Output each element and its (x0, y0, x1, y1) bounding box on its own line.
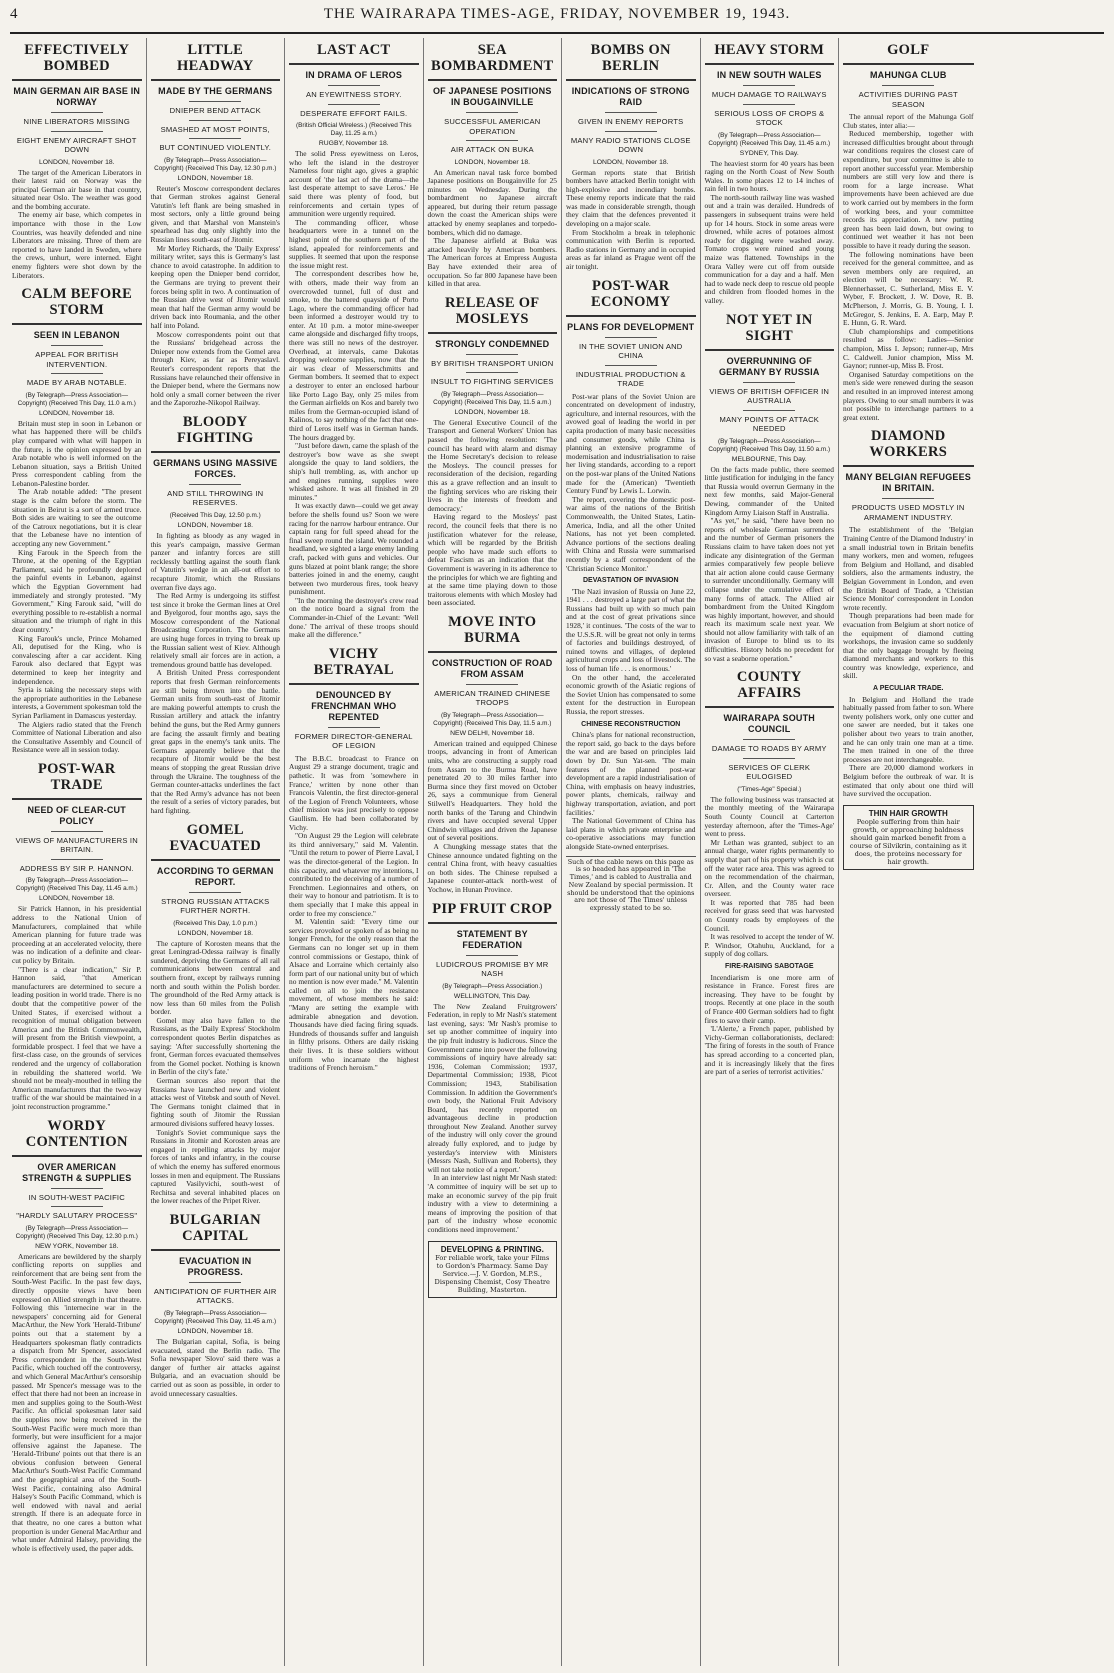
column-3 (285, 38, 424, 1666)
subheadline: MANY RADIO STATIONS CLOSE DOWN (570, 135, 691, 154)
ad-title: DEVELOPING & PRINTING. (440, 1244, 544, 1254)
dateline: LONDON, November 18. (177, 929, 254, 937)
headline: BLOODY FIGHTING (176, 413, 254, 446)
article-body (151, 185, 281, 408)
headline-rule (12, 323, 142, 325)
subheadline: BY BRITISH TRANSPORT UNION (431, 358, 554, 368)
article-body (428, 740, 558, 895)
dateline: WELLINGTON, This Day. (453, 992, 531, 1000)
subheadline: EVACUATION IN PROGRESS. (179, 1255, 252, 1277)
paragraph: On the facts made public, there seemed little justification for indulging in the fancy that Russia would overrun Germany in the next few months, said Major-General Dewing, commander of the United Kingdom Army Liaison Staff in Australia. (704, 464, 834, 517)
deck-rule (189, 484, 241, 485)
subheadline: ANTICIPATION OF FURTHER AIR ATTACKS. (153, 1286, 277, 1306)
wire-credit: ("Times-Age" Special.) (737, 785, 802, 793)
paragraph: A British United Press correspondent reports that fresh German reinforcements are still being thrown into the battle. German units from south-east of Jitomir are making powerful attempts to crush the Russian artillery and attack the infantry behind the guns, but the Red Army gunners are facing the assault firmly and beating great gaps in the enemy's tank units. The Germans apparently believe that the recapture of Jitomir would be the best means of stopping the great Russian drive through the Ukraine. The toughness of the German counter-attacks underlines the fact that the Red Army's advance has not been the result of a series of victory parades, but hard fighting. (150, 668, 280, 815)
article-body (12, 420, 142, 755)
deck-rule (466, 140, 518, 141)
deck-rule (328, 85, 380, 86)
headline: VICHY BETRAYAL (313, 645, 394, 678)
subheadline: NINE LIBERATORS MISSING (23, 117, 130, 126)
page-number: 4 (10, 6, 18, 22)
headline-rule (428, 651, 558, 653)
headline-rule (705, 349, 835, 351)
article-body (428, 1003, 558, 1235)
deck-rule (189, 892, 241, 893)
section-heading: CHINESE RECONSTRUCTION (581, 720, 681, 728)
paragraph: It was resolved to accept the tender of W. P. Windsor, Otahuhu, Auckland, for a supply of dog collars. (704, 932, 834, 959)
paragraph: American trained and equipped Chinese troops, advancing in front of American units, who are constructing a supply road from Assam to the Burma Road, have penetrated 20 to 30 miles farther into Burma since they first moved on October 26, says a communique from General Stilwell's Headquarters. They hold the north banks of the Tarung and Chindwin rivers and have occupied several Upper Chindwin villages and driven the Japanese out of several positions. (427, 738, 557, 843)
deck-rule (51, 1188, 103, 1189)
subheadline: MUCH DAMAGE TO RAILWAYS (711, 90, 827, 99)
paragraph: Having regard to the Mosleys' past record, the council feels that there is no justification whatever for the release, which will be regarded by the British people who have made such efforts to defeat Fascism as an indication that the Government is wavering in its adherence to the principles for which we are fighting and at the same time playing down to those traitorous elements with which Mosley had been associated. (427, 512, 557, 608)
deck-rule (743, 739, 795, 740)
deck-rule (51, 373, 103, 374)
wire-credit: (By Telegraph—Press Association—Copyright) (Received This Day, 11.50 a.m.) (708, 437, 831, 453)
wire-credit: (By Telegraph—Press Association—Copyright) (Received This Day, 11.45 a.m.) (15, 877, 138, 893)
section-heading: DEVASTATION OF INVASION (582, 577, 679, 585)
subheadline: BUT CONTINUED VIOLENTLY. (159, 143, 272, 152)
wire-credit: (By Telegraph—Press Association—Copyright) (Received This Day, 12.30 p.m.) (154, 156, 277, 172)
paragraph: Reuter's Moscow correspondent declares that German strokes against General Vatutin's left flank are being smashed in most sectors, only a little ground being given, and that Marshal von Manstein's spearhead has dug only slightly into the Russian lines south-east of Jitomir. (150, 183, 280, 245)
paragraph: The establishment of the 'Belgian Training Centre of the Diamond Industry' in a small industrial town in Britain benefits many workers, men and women, refugees from Belgium and Holland, and disabled soldiers, also the armaments industry, the Belgian Government in London, and even the British Board of Trade, a 'Christian Science Monitor' correspondent in London wrote recently. (843, 525, 974, 612)
article-body (428, 419, 558, 608)
subheadline: INDICATIONS OF STRONG RAID (571, 86, 690, 107)
article (705, 42, 835, 306)
subheadline: MAHUNGA CLUB (869, 70, 947, 80)
headline-rule (843, 465, 974, 467)
subheadline: STRONGLY CONDEMNED (435, 338, 550, 349)
paragraph: The National Government of China has laid plans in which private enterprise and co-operative associations may function alongside State-owned enterprises. (566, 816, 696, 851)
deck-rule (51, 831, 103, 832)
article-body (12, 905, 142, 1111)
subheadline: GERMANS USING MASSIVE FORCES. (153, 457, 278, 479)
article (428, 295, 558, 608)
paragraph: The New Zealand Fruitgrowers' Federation, in reply to Mr Nash's statement last evening, says: 'Mr Nash's promise to set up another committee of inquiry into the pip fruit industry is ludicrous. Since the Government came into power the following commissions of inquiry have already sat: 1936, Coleman Commission; 1937, Departmental Commission; 1938, Picot Commission; 1943, Stabilisation Commission. In addition the Government's own body, the National Fruit Advisory Board, has recently reported on advantageous decline in production throughout New Zealand. Another survey of the industry will only cover the ground already fully explored, and to judge by yesterday's interview with Ministers (Messrs Nash, Sullivan and Roberts), they will not take notice of a report.' (427, 1001, 558, 1174)
subheadline: APPEAL FOR BRITISH INTERVENTION. (35, 350, 119, 369)
newspaper-title: THE WAIRARAPA TIMES-AGE, FRIDAY, NOVEMBER 19, 1943. (323, 6, 791, 22)
article-body (12, 1253, 142, 1554)
paragraph: King Farouk's uncle, Prince Mohamed Ali, deputised for the King, who is convalescing after a car accident. King Farouk also declared that Egypt was determined to keep her integrity and independence. (12, 633, 142, 686)
paragraph: The target of the American Liberators in their latest raid on Norway was the principal German air base in that country, situated near Oslo. The weather was good and the bombing accurate. (12, 167, 142, 211)
article-body (151, 532, 281, 816)
subheadline: MANY POINTS OF ATTACK NEEDED (719, 414, 820, 434)
subheadline: SEEN IN LEBANON (33, 330, 120, 341)
headline: RELEASE OF MOSLEYS (445, 294, 540, 327)
article-body (289, 150, 419, 640)
subheadline: OF JAPANESE POSITIONS IN BOUGAINVILLE (432, 86, 552, 107)
wire-credit: (By Telegraph—Press Association.) (442, 982, 543, 990)
subheadline: STATEMENT BY FEDERATION (456, 928, 528, 950)
headline-rule (428, 332, 558, 334)
headline: POST-WAR TRADE (37, 760, 116, 793)
subheadline: PRODUCTS USED MOSTLY IN ARMAMENT INDUSTRY. (851, 503, 965, 522)
deck-rule (51, 345, 103, 346)
deck-rule (882, 498, 934, 499)
subheadline: AMERICAN TRAINED CHINESE TROOPS (434, 688, 551, 708)
paragraph: Britain must step in soon in Lebanon or what has happened there will be child's play compared with what will happen in the future, is the opinion expressed by an Arab notable who is well informed on the Lebanon situation, says a British United Press correspondent cabling from the Lebanon-Palestine border. (12, 418, 142, 488)
subheadline: INDUSTRIAL PRODUCTION & TRADE (575, 369, 686, 389)
headline: WORDY CONTENTION (25, 1117, 128, 1150)
paragraph: Though preparations had been made for evacuation from Belgium at short notice of the equipment of diamond cutting workshops, the invasion came so suddenly that the only baggage brought by fleeing diamond merchants and workers to this country was knowledge, experience, and skill. (843, 611, 974, 681)
deck-rule (466, 372, 518, 373)
paragraph: King Farouk in the Speech from the Throne, at the opening of the Egyptian Parliament, said he profoundly deplored the painful events in Lebanon, against which the Egyptian Government had immediately and strongly protested. "My Government," King Farouk said, "will do everything possible to re-establish a normal situation and the triumph of right in this dear country." (12, 547, 142, 634)
column-7 (839, 38, 978, 1666)
deck-rule (328, 727, 380, 728)
headline: GOMEL EVACUATED (169, 821, 262, 854)
headline-rule (151, 79, 281, 81)
wire-credit: (British Official Wireless.) (Received This Day, 11.25 a.m.) (295, 122, 412, 137)
dateline: LONDON, November 18. (177, 174, 254, 182)
paragraph: M. Valentin said: "Every time our services provoked or spoken of as being no longer French, for the only reason that the Germans can no longer set up in them control commissions or Gestapo, think of Alsace and Lorraine which certainly also form part of our national unity but of which no mention is now ever made." M. Valentin called on all to join the resistance movement, of whose members he said: "Many are setting the example with admirable abnegation and devotion. Thousands have died facing firing squads. Hundreds of thousands suffer and languish in filthy prisons. Others are daily risking their lives. It is these soldiers without uniform who incarnate the highest traditions of French heroism." (289, 917, 419, 1073)
dateline: MELBOURNE, This Day. (731, 455, 807, 463)
subheadline: SERVICES OF CLERK EULOGISED (728, 762, 811, 782)
paragraph: The Arab notable added: "The present stage is the calm before the storm. The situation in Beirut is a sort of armed truce. Both sides are waiting to see the outcome of the Catroux negotiations, but it is clear that the Lebanese have no intention of accepting any new Government." (12, 487, 142, 549)
headline: PIP FRUIT CROP (432, 900, 553, 917)
paragraph: There are 20,000 diamond workers in Belgium before the outbreak of war. It is estimated that only about one third will have survived the occupation. (843, 763, 974, 799)
deck-rule (189, 120, 241, 121)
paragraph: "In the morning the destroyer's crew read on the notice board a signal from the Commander-in-Chief of the Levant: 'Well done.' The arrival of these troops should make all the difference." (289, 595, 419, 640)
headline-rule (289, 683, 419, 685)
paragraph: "On August 29 the Legion will celebrate its third anniversary," said M. Valentin. "Until the return to power of Pierre Laval, I was the director-general of the Legion. In this capacity, and whatever my intentions, I contributed to the deceiving of a number of Frenchmen. Legionnaires and others, on their way to honour and patriotism. It is to them specially that I make this appeal in order to free my conscience." (289, 831, 419, 918)
subheadline: LUDICROUS PROMISE BY MR NASH (436, 959, 549, 979)
deck-rule (189, 101, 241, 102)
subheadline: CONSTRUCTION OF ROAD FROM ASSAM (432, 657, 553, 679)
headline-rule (705, 63, 835, 65)
paragraph: "There is a clear indication," Sir P. Hannon said, "that American manufacturers are determined to secure a leading position in world trade. There is no doubt that the competitive power of the United States, if exercised without a recognition of mutual obligation between America and the British Commonwealth, will present from the British viewpoint, a formidable prospect. I feel that we have a first-class case, on the grounds of services rendered and the urgency of collaboration in rebuilding the shattered world. We should not be mealy-mouthed in telling the American manufacturers that the two-way traffic of the war should be maintained in a joint reconstruction programme." (12, 964, 142, 1112)
paragraph: Moscow correspondents point out that the Russians' bridgehead across the Dnieper now extends from the Gomel area through Kiev, as far as Pereyaslavl. Reuter's correspondent reports that the Russians have relaunched their offensive in the Dnieper bend, where the Germans now hold only a small corner between the river and the Zaporozhe-Nikopol Railway. (150, 329, 280, 408)
deck-rule (743, 85, 795, 86)
paragraph: Gomel may also have fallen to the Russians, as the 'Daily Express' Stockholm correspondent quotes Berlin dispatches as saying: 'After successfully shortening the front, German forces evacuated themselves from the Gomel pocket. Nothing is known in Berlin of the city's fate.' (150, 1015, 280, 1077)
subheadline: GIVEN IN ENEMY REPORTS (578, 117, 684, 126)
headline: LITTLE HEADWAY (177, 42, 254, 74)
deck-rule (743, 758, 795, 759)
deck-rule (466, 112, 518, 113)
article (151, 42, 281, 408)
subheadline: AIR ATTACK ON BUKA (450, 145, 534, 154)
paragraph: Reduced membership, together with increased difficulties brought about through war conditions requires the closest care of expenditure, but your committee is able to report another successful year. Membership numbers are still very low and there is room for a large increase. What improvements have been achieved are due to work carried out by members in the form of working bees, and your committee records its appreciation. A new putting green has been laid down, but owing to continued wet weather it has not been possible to have it ready during the season. (843, 129, 974, 250)
headline: EFFECTIVELY BOMBED (24, 42, 130, 74)
column-5 (562, 38, 701, 1666)
deck-rule (605, 365, 657, 366)
paragraph: The General Executive Council of the Transport and General Workers' Union has passed the following resolution: 'The council has heard with alarm and dismay the Home Secretary's decision to release the Mosleys. The council presses for reconsideration of the decision, regarding this as a grave reflection and an insult to the fighting services who are risking their lives in the interests of freedom and democracy.' (427, 417, 557, 513)
headline: SEA BOMBARDMENT (430, 42, 554, 74)
dateline: NEW YORK, November 18. (35, 1242, 119, 1250)
wire-credit: (By Telegraph—Press Association—Copyright) (Received This Day, 11.45 a.m.) (154, 1309, 277, 1325)
dateline: RUGBY, November 18. (318, 140, 389, 147)
subheadline: IN DRAMA OF LEROS (305, 70, 403, 80)
paragraph: The solid Press eyewitness on Leros, who left the island in the destroyer Nameless four night ago, gives a graphic account of 'the last act of the drama—the last desperate attempt to save Leros.' He said there was plenty of food, but reinforcements and certain types of ammunition were urgently required. (289, 149, 419, 219)
advertisement (843, 805, 974, 870)
deck-rule (51, 1206, 103, 1207)
article (151, 1212, 281, 1398)
headline-rule (566, 79, 696, 81)
deck-rule (743, 382, 795, 383)
headline: GOLF (887, 42, 930, 58)
article-body (12, 169, 142, 281)
paragraph: On the other hand, the accelerated economic growth of the Asiatic regions of the Soviet Union has compensated to some extent for the destruction in European Russia, the report stresses. (566, 672, 696, 716)
subheadline: FORMER DIRECTOR-GENERAL OF LEGION (294, 731, 413, 751)
deck-rule (743, 104, 795, 105)
paragraph: Club championships and competitions resulted as follow: Ladies—Senior champion, Miss I. Jepson; runner-up, Mrs C. Caldwell. Junior champion, Miss M. Gaynor; runner-up, Miss B. Frost. (843, 326, 974, 371)
subheadline: OVERRUNNING OF GERMANY BY RUSSIA (718, 355, 820, 377)
paragraph: The commanding officer, whose headquarters were in a tunnel on the highest point of the southern part of the island, appealed for reinforcements and supplies. It seemed that upon the response the issue might rest. (289, 217, 419, 270)
article-body (705, 160, 835, 306)
subheadline: "HARDLY SALUTARY PROCESS" (16, 1211, 138, 1221)
wire-credit: (Received This Day, 12.50 p.m.) (169, 511, 261, 519)
subheadline: DESPERATE EFFORT FAILS. (300, 108, 408, 118)
paragraph: Mr Morley Richards, the 'Daily Express' military writer, says this is Germany's last chance to avoid catastrophe. In addition to keeping open the Dnieper bend corridor, the Germans are trying to prevent their forces being split in two. A continuation of the Russian drive west of Jitomir would mean that half the German army would be driven back into Roumania, and the other half into Poland. (150, 243, 280, 330)
wire-credit: (By Telegraph—Press Association—Copyright) (Received This Day, 12.30 p.m.) (15, 1224, 138, 1240)
ad-body: People suffering from thin hair growth, or approaching baldness should gain marked benefit from a course of Silvikrin, containing as it does, the proteins necessary for hair growth. (849, 817, 967, 866)
subheadline: SERIOUS LOSS OF CROPS & STOCK (714, 108, 825, 127)
article-body (151, 940, 281, 1206)
headline-rule (151, 1249, 281, 1251)
deck-rule (51, 859, 103, 860)
subheadline: MADE BY THE GERMANS (158, 86, 273, 96)
wire-credit: (By Telegraph—Press Association—Copyright) (Received This Day, 11.0 a.m.) (17, 391, 136, 407)
paragraph: The capture of Korosten means that the great Leningrad-Odessa railway is finally sundered, depriving the Germans of all rail communications between central and southern front, except by railways running north and south within the Polish border. The groundhold of the Red Army attack is now less than 60 miles from the Polish border. (150, 938, 280, 1017)
headline-rule (289, 63, 419, 65)
paragraph: "As yet," he said, "there have been no reports of wholesale German surrenders and the number of German prisoners the Russians claim to have taken does not yet indicate any disintegration of the German armies comparatively few people believe that air action alone could cause Germany to surrender unconditionally. Germany will collapse under the cumulative effect of many forms of attack. The Allied air bombardment from the United Kingdom was highly important, however, and should reach its maximum scale next year. We should not allow familiarity with talk of an invasion of Europe to blind us to its difficulties. History holds no precedent for so vast a seaborne operation." (704, 516, 834, 663)
dateline: NEW DELHI, November 18. (450, 729, 535, 737)
paragraph: Syria is taking the necessary steps with the appropriate authorities in the Lebanese interests, a Government spokesman told the Syrian Parliament in Damascus yesterday. (12, 685, 142, 720)
article (289, 42, 419, 640)
deck-rule (51, 112, 103, 113)
deck-rule (466, 684, 518, 685)
column-2 (147, 38, 286, 1666)
headline: NOT YET IN SIGHT (725, 311, 813, 344)
article-body (151, 1338, 281, 1398)
dateline: LONDON, November 18. (38, 409, 115, 417)
article (428, 42, 558, 289)
article (428, 614, 558, 895)
subheadline: AN EYEWITNESS STORY. (305, 90, 402, 99)
subheadline: AND STILL THROWING IN RESERVES. (167, 488, 264, 508)
paragraph: The correspondent describes how he, with others, made their way from an overcrowded tunnel, full of dust and smoke, to the battered quayside of Porto Lago, where the commanding officer had been informed a destroyer would try to enter. At 10 p.m. a motor mine-sweeper came alongside and discharged fifty troops, there was still no news of the destroyer. Overhead, at intervals, came Dakotas dropping welcome supplies, now that the air was clear of Messerschmitts and German bombers. It seemed that to expect a destroyer to enter an enclosed harbour like Porto Lago Bay, only 25 miles from the German airfields on Kos and barely two miles from the German-occupied island of Kalinos, to say nothing of the fact that one-third of Leros itself was in German hands. The hours dragged by. (289, 269, 419, 442)
subheadline: ACCORDING TO GERMAN REPORT. (156, 865, 274, 887)
subheadline: EIGHT ENEMY AIRCRAFT SHOT DOWN (16, 135, 137, 154)
headline: MOVE INTO BURMA (448, 613, 537, 646)
dateline: LONDON, November 18. (177, 1327, 254, 1335)
deck-rule (743, 410, 795, 411)
subheadline: MAIN GERMAN AIR BASE IN NORWAY (13, 86, 141, 107)
subheadline: DAMAGE TO ROADS BY ARMY (711, 744, 827, 754)
article (843, 42, 974, 422)
paragraph: In Belgium and Holland the trade habitually passed from father to son. Where twenty polishers work, only one cutter and one sawer are needed, but it takes one polisher about two years to train another, and he can only train one man at a time. The men trained in one of the three processes are not interchangeable. (843, 694, 974, 764)
paragraph: The Bulgarian capital, Sofia, is being evacuated, stated the Berlin radio. The Sofia newspaper 'Slovo' said there was a danger of further air attacks against Bulgaria, and an evacuation should be carried out as soon as possible, in order to avoid unnecessary casualties. (150, 1336, 280, 1398)
article (12, 286, 142, 755)
paragraph: It was exactly dawn—could we get away before the shells found us? Soon we were racing for the narrow harbour entrance. Our captain rang for full speed ahead for the final sweep round the island. We rounded a headland, we sighted a large enemy landing craft, packed with guns and vehicles. Our guns blazed at point blank range; the shore batteries joined in and the enemy, caught between two murderous fires, took heavy punishment. (289, 501, 419, 597)
columns-container (8, 38, 1106, 1666)
deck-rule (189, 138, 241, 139)
headline: POST-WAR ECONOMY (591, 277, 671, 310)
headline: CALM BEFORE STORM (21, 286, 133, 319)
article-body (289, 755, 419, 1073)
article-body (705, 466, 835, 664)
subheadline: NEED OF CLEAR-CUT POLICY (27, 804, 126, 826)
article (566, 278, 696, 913)
wire-credit: (Received This Day, 1.0 p.m.) (173, 919, 258, 927)
ad-title: THIN HAIR GROWTH (868, 808, 948, 818)
cable-footnote: Such of the cable news on this page as is so headed has appeared in 'The Times,' and is cabled to Australia and New Zealand by special permission. It should be understood that the opinions are not those of 'The Times' unless expressly stated to be so. (567, 857, 695, 913)
headline-rule (12, 1155, 142, 1157)
article-body (705, 796, 835, 1077)
dateline: LONDON, November 18. (38, 895, 115, 903)
article-body (843, 113, 974, 422)
paragraph: The B.B.C. broadcast to France on August 29 a strange document, tragic and pathetic. It was from 'somewhere in France,' written by none other than Francois Valentin, the first director-general of the Legion of French Volunteers, whose chief mission was just precisely to oppose Gaullism. He had been collaborated by Vichy. (289, 753, 419, 832)
paragraph: In an interview last night Mr Nash stated: 'A committee of inquiry will be set up to make an economic survey of the pip fruit industry with a view to determining a means of improving the position of that part of the industry whose economic conditions need improvement.' (427, 1173, 557, 1234)
subheadline: STRONG RUSSIAN ATTACKS FURTHER NORTH. (161, 896, 270, 916)
subheadline: DENOUNCED BY FRENCHMAN WHO REPENTED (311, 689, 397, 722)
headline-rule (151, 859, 281, 861)
paragraph: In fighting as bloody as any waged in this year's campaign, massive German panzer and infantry forces are still recklessly battling against the south flank of Vatutin's wedge in an all-out effort to recapture Jitomir, which the Russians overran five days ago. (150, 530, 280, 592)
paragraph: Sir Patrick Hannon, in his presidential address to the National Union of Manufacturers, complained that while American planning for future trade was proceeding at an accelerated velocity, there was no indication of a definite and clear-cut policy by Britain. (12, 904, 142, 965)
paragraph: Organised Saturday competitions on the men's side were renewed during the season and resulted in an improved interest among players. Owing to our small numbers it was not possible to interchange partners to a great extent. (843, 369, 974, 422)
headline-rule (428, 922, 558, 924)
headline-rule (566, 315, 696, 317)
headline: BOMBS ON BERLIN (590, 42, 671, 74)
paragraph: The heaviest storm for 40 years has been raging on the North Coast of New South Wales. In some places 12 to 14 inches of rain fell in two hours. (704, 158, 834, 194)
deck-rule (605, 131, 657, 132)
paragraph: Tonight's Soviet communique says the Russians in Jitomir and Korosten areas are engaged in repelling attacks by major forces of tanks and infantry, in the course of which the enemy has suffered enormous losses in men and equipment. The Russians captured Vasilyvichi, south-west of Rechitsa and several inhabited places on the lower reaches of the Pripet River. (150, 1127, 280, 1206)
deck-rule (189, 1282, 241, 1283)
paragraph: The following business was transacted at the monthly meeting of the Wairarapa South County Council at Carterton yesterday afternoon, after the 'Times-Age' went to press. (704, 794, 834, 839)
subheadline: WAIRARAPA SOUTH COUNCIL (723, 713, 815, 735)
section-heading: FIRE-RAISING SABOTAGE (724, 963, 814, 971)
article (12, 1118, 142, 1554)
subheadline: IN SOUTH-WEST PACIFIC (28, 1192, 125, 1202)
paragraph: German reports state that British bombers have attacked Berlin tonight with high-explosive and incendiary bombs. These enemy reports indicate that the raid was made in considerable strength, though they claim that the defences prevented it developing on a major scale. (566, 167, 696, 229)
dateline: LONDON, November 18. (454, 158, 531, 166)
paragraph: From Stockholm a break in telephonic communication with Berlin is reported. Radio stations in Germany and in occupied areas as far inland as Prague went off the air tonight. (566, 227, 696, 272)
article-body (566, 393, 696, 852)
article (12, 42, 142, 280)
deck-rule (51, 131, 103, 132)
deck-rule (328, 104, 380, 105)
headline-rule (151, 451, 281, 453)
paragraph: German sources also report that the Russians have launched new and violent attacks west of Vitebsk and south of Nevel. The Germans tonight claimed that in fighting south of Jitomir the Russian armoured divisions suffered heavy losses. (150, 1076, 280, 1128)
paragraph: The Red Army is undergoing its stiffest test since it broke the German lines at Orel and Byelgorod, four months ago, says the Moscow correspondent of the National Broadcasting Corporation. The Germans are using huge forces in trying to break up the Russian salient west of Kiev. Although relatively small air forces are in action, a tremendous ground battle has developed. (150, 591, 280, 669)
deck-rule (605, 337, 657, 338)
dateline: SYDNEY, This Day. (739, 149, 799, 157)
subheadline: OVER AMERICAN STRENGTH & SUPPLIES (22, 1161, 132, 1183)
headline-rule (12, 79, 142, 81)
paragraph: The enemy air base, which competes in importance with those in the Low Countries, was heavily defended and nine Liberators are missing. Three of them are reported to have landed in Sweden, where the crews, unhurt, were interned. Eight enemy fighters were shot down by the Liberators. (12, 210, 142, 280)
wire-credit: (By Telegraph—Press Association—Copyright) (Received This Day, 11.45 a.m.) (708, 131, 831, 147)
subheadline: SMASHED AT MOST POINTS, (160, 124, 270, 134)
dateline: LONDON, November 18. (177, 521, 254, 529)
paragraph: Incendiarism is one more arm of resistance in France. Forest fires are increasing. They have to be fought by troops. Recently at one place in the south of France 400 German soldiers had to fight fires to save their camp. (704, 972, 834, 1025)
subheadline: IN THE SOVIET UNION AND CHINA (579, 341, 683, 361)
deck-rule (466, 955, 518, 956)
paragraph: The following nominations have been received for the general committee, and as seven members only are required, an election will be necessary: W. R. Blennerhasset, C. Sutherland, Miss E. V. Wyber, F. Brockett, J. W. Dove, R. B. McPherson, J. Morris, G. B. Young, I. I. McGregor, S. Jenkins, E. A. Earp, May P. E. Hunn, G. R. Ward. (843, 249, 974, 328)
wire-credit: (By Telegraph—Press Association—Copyright) (Received This Day, 11.5 a.m.) (433, 390, 552, 406)
advertisement (428, 1241, 558, 1298)
headline: BULGARIAN CAPITAL (169, 1211, 261, 1244)
paragraph: The Japanese airfield at Buka was attacked heavily by American bombers. The American forces at Empress Augusta Bay have extended their area of occupation. So far 800 Japanese have been killed in that area. (427, 236, 557, 289)
paragraph: The report, covering the domestic post-war aims of the nations of the British Commonwealth, the United States, Latin-America, India, and all the other United Nations, has not yet been completed. Advance portions of the sections dealing with China and Russia were summarised recently by a staff correspondent of the 'Christian Science Monitor.' (566, 494, 696, 573)
headline-rule (843, 63, 974, 65)
paragraph: An American naval task force bombed Japanese positions on Bougainville for 25 minutes on Wednesday. During the bombardment no Japanese aircraft appeared, but during their return passage down the coast the American ships were attacked by enemy seaplanes and torpedo-bombers, which did no damage. (427, 167, 557, 237)
article (705, 312, 835, 664)
column-4 (424, 38, 563, 1666)
article-body (428, 169, 558, 289)
subheadline: DNIEPER BEND ATTACK (169, 106, 261, 115)
paragraph: "Just before dawn, came the splash of the destroyer's bow wave as she swept alongside the quay to land soldiers, the ship's hull trembling, as, with anchor up and engines running, supplies were whisked ashore. It was all finished in 20 minutes." (289, 441, 419, 502)
deck-rule (605, 112, 657, 113)
subheadline: MADE BY ARAB NOTABLE. (26, 378, 127, 388)
headline-rule (705, 706, 835, 708)
subheadline: VIEWS OF BRITISH OFFICER IN AUSTRALIA (709, 386, 830, 406)
article (843, 428, 974, 798)
headline-rule (428, 79, 558, 81)
subheadline: INSULT TO FIGHTING SERVICES (430, 377, 554, 387)
article (289, 646, 419, 1073)
article (151, 414, 281, 816)
paragraph: 'The Nazi invasion of Russia on June 22, 1941 . . . destroyed a large part of what the Russians had built up with so much pain and at the cost of great privations since 1928,' it continues. 'The costs of the war to the U.S.S.R. will be great not only in terms of factories and buildings destroyed, of ruined towns and villages, of depleted agricultural crops and loss of livestock. The loss of human life . . . is enormous.' (566, 586, 696, 674)
wire-credit: (By Telegraph—Press Association—Copyright) (Received This Day, 11.5 a.m.) (433, 711, 552, 727)
deck-rule (882, 85, 934, 86)
article (705, 669, 835, 1077)
subheadline: SUCCESSFUL AMERICAN OPERATION (444, 117, 541, 136)
column-6 (701, 38, 840, 1666)
section-heading: A PECULIAR TRADE. (872, 685, 944, 693)
paragraph: Mr Lethan was granted, subject to an annual charge, water rights permanently to supply that part of his property which is cut off the water race area. This was agreed to on the recommendation of the chairman, Cr. Allen, and the County water race overseer. (704, 837, 834, 899)
paragraph: 'L'Alerte,' a French paper, published by Vichy-German collaborationists, declared: 'The firing of forests in the south of France has spread according to a concerted plan, and it is increasingly likely that the fires are part of a series of terrorist activities.' (704, 1024, 834, 1077)
paragraph: Post-war plans of the Soviet Union are concentrated on development of industry, agriculture, and internal resources, with the avowed goal of leading the world in per capita production of many basic necessities and consumer goods, while China is planning an extensive programme of modernisation and industrialisation to raise her living standards, according to a report on the post-war plans of the United Nations made for the (American) 'Twentieth Century Fund' by Lewis L. Lorwin. (566, 391, 696, 496)
paragraph: The annual report of the Mahunga Golf Club states, inter alia:— (843, 112, 974, 130)
masthead (10, 6, 1104, 34)
headline: HEAVY STORM (714, 42, 825, 58)
article (12, 761, 142, 1112)
dateline: LONDON, November 18. (38, 158, 115, 166)
subheadline: IN NEW SOUTH WALES (716, 70, 822, 80)
article-body (843, 526, 974, 798)
deck-rule (466, 354, 518, 355)
headline: LAST ACT (317, 42, 391, 58)
column-1 (8, 38, 147, 1666)
headline: DIAMOND WORKERS (869, 428, 948, 461)
subheadline: MANY BELGIAN REFUGEES IN BRITAIN. (845, 472, 972, 494)
dateline: LONDON, November 18. (454, 408, 531, 416)
paragraph: It was reported that 785 had been received for grass seed that was harvested on County roads by employees of the Council. (704, 897, 834, 933)
paragraph: The Algiers radio stated that the French Committee of National Liberation and also the Consultative Assembly and Council of Resistance were all in session today. (12, 719, 142, 755)
paragraph: China's plans for national reconstruction, the report said, go back to the days before the war and are based on principles laid down by Dr. Sun Yat-sen. 'The main features of the planned post-war development are a rapid industrialisation of China, with emphasis on heavy industries, power plants, chemicals, railway and highway transportation, aviation, and port facilities.' (566, 730, 696, 817)
article-body (566, 169, 696, 272)
article (566, 42, 696, 272)
ad-body: For reliable work, take your Films to Gordon's Pharmacy. Same Day Service.—J. V. Gordon, M.P.S., Dispensing Chemist, Cosy Theatre Building, Masterton. (434, 1253, 550, 1294)
article (151, 822, 281, 1206)
subheadline: VIEWS OF MANUFACTURERS IN BRITAIN. (15, 835, 138, 855)
subheadline: PLANS FOR DEVELOPMENT (567, 321, 695, 332)
subheadline: ACTIVITIES DURING PAST SEASON (858, 90, 958, 109)
paragraph: A Chungking message states that the Chinese announce undated fighting on the central China front, with heavy casualties on both sides. The Chinese repulsed a Japanese counter-attack north-west of Yochow, in Hunan Province. (427, 842, 557, 894)
paragraph: Americans are bewildered by the sharply conflicting reports on supplies and reinforcement that are being sent from the South-West Pacific. In the past few days, directly opposite views have been expressed on Allied strength in that theatre. Following this 'internecine war in the newspapers' concerning aid for General MacArthur, the New York 'Herald-Tribune' points out that a statement by a Headquarters spokesman flatly contradicts a dispatch from Mr Spencer, associated Press correspondent in the South-West Pacific, which touched off the controversy, and which General MacArthur's censorship passed. Mr Spencer's message was to the effect that there had not been an increase in men and supplies going to the South-West Pacific. An official spokesman later said the supplies now being received in the South-West Pacific were much more than formerly, but were insufficient for a major offensive against the Japanese. The 'Herald-Tribune' points out that there is an obvious confusion between General MacArthur's South-West Pacific Command and the geographical area of the South-West Pacific, containing also Admiral Halsey's South Pacific Command, which is well endowed with naval and aerial strength. If there is an adequate force in that theatre, no one cares a button what proportion is under General MacArthur and what under Admiral Halsey, providing the whole is effectively used, the paper adds. (12, 1251, 142, 1553)
paragraph: The north-south railway line was washed out and a train was derailed. Hundreds of passengers in subsequent trains were held up for 14 hours. Stock in some areas were drowned, while acres of potatoes almost ready for digging were washed away. Tomato crops were ruined and young maize was flattened. Townships in the Orara Valley were cut off from outside communication for a day and a half. Men had to wade neck deep to rescue old people and children from flooded homes in the valley. (704, 192, 834, 305)
dateline: LONDON, November 18. (592, 158, 669, 166)
headline: COUNTY AFFAIRS (736, 669, 802, 702)
headline-rule (12, 798, 142, 800)
subheadline: ADDRESS BY SIR P. HANNON. (19, 863, 134, 873)
article (428, 901, 558, 1235)
